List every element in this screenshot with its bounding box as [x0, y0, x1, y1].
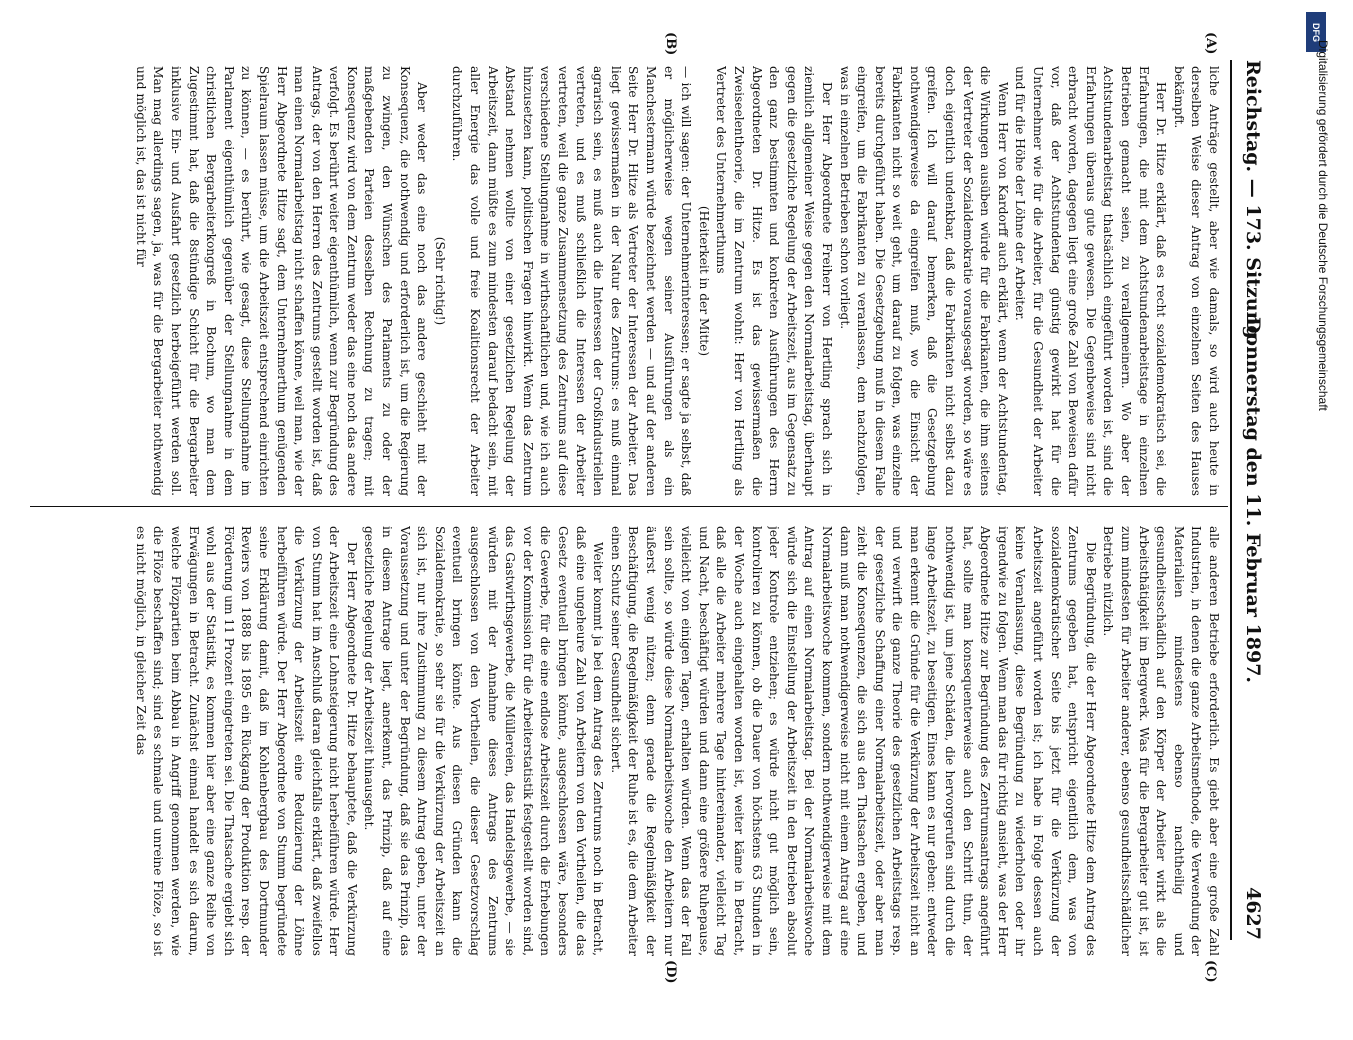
margin-marker-a: (A): [1203, 32, 1218, 55]
paragraph: Weiter kommt ja bei dem Antrag des Zentrums noch in Betracht, daß eine ungeheure Zahl von Arbeitern von den Vortheilen, die das Gesetz eventuell bringen könnte, ausgeschlossen wäre, besonders die Gewerbe, für die eine endlose Arbeitszeit durch die Erhebungen vor der Kommission für die Arbeiterstatistik festgestellt worden sind, das Gastwirthsgewerbe, die Müllereien, das Handelsgewerbe, — sie würden mit der Annahme dieses Antrags des Zentrums ausgeschlossen von den Vortheilen, die dieser Gesetzvorschlag eventuell bringen könnte. Aus diesen Gründen kann die Sozialdemokratie, so sehr sie für die Verkürzung der Arbeitszeit an sich ist, nur ihre Zustimmung zu diesem Antrag geben, unter der Voraussetzung und unter der Begründung, daß sie das Prinzip, das in diesem Antrage liegt, anerkennt, das Prinzip, daß auf eine gesetzliche Regelung der Arbeitszeit hinausgeht.: [362, 526, 606, 956]
paragraph: Die Begründung, die der Herr Abgeordnete Hitze dem Antrag des Zentrums gegeben hat, entspricht eigentlich dem, was von sozialdemokratischer Seite bis jetzt für die Verkürzung der Arbeitszeit angeführt worden ist; ich habe in Folge dessen auch keine Veranlassung, diese Begründung zu wiederholen oder ihr irgendwie zu folgen. Wenn man das für richtig ansieht, was der Herr Abgeordnete Hitze zur Begründung des Zentrumsantrags angeführt hat, sollte man konsequenterweise auch den Schritt thun, der nothwendig ist, um jene Schäden, die hervorgerufen sind durch die lange Arbeitszeit, zu beseitigen. Eines kann es nur geben: entweder man erkennt die Gründe für die Verkürzung der Arbeitszeit nicht an und verwirft die ganze Theorie des gesetzlichen Arbeitstags resp. der gesetzliche Schaffung einer Normalarbeitszeit, oder aber man zieht die Konsequenzen, die sich aus den Thatsachen ergeben, und dann muß man nothwendigerweise nicht mit einem Antrag auf eine Normalarbeitswoche kommen, sondern nothwendigerweise mit dem Antrag auf einen Normalarbeitstag. Bei der Normalarbeitswoche würde sich die Einstellung der Arbeitszeit in den Betrieben absolut jeder Kontrole entziehen; es würde nicht gut möglich sein, kontroliren zu können, ob die Dauer von höchstens 63 Stunden in der Woche auch eingehalten worden ist, weiter käme in Betracht, daß alle die Arbeiter mehrere Tage hintereinander, vielleicht Tag und Nacht, beschäftigt würden und dann eine größere Ruhepause, vielleicht von einigen Tagen, erhalten würden. Wenn das der Fall sein sollte, so würde diese Normalarbeitswoche den Arbeitern nur äußerst wenig nützen; denn gerade die Regelmäßigkeit der Beschäftigung, die Regelmäßigkeit der Ruhe ist es, die dem Arbeiter einen Schutz seiner Gesundheit sichert.: [608, 526, 1098, 956]
left-column: [30, 66, 1222, 496]
right-column: [30, 526, 1222, 956]
dfg-logo: DFG: [1306, 12, 1326, 52]
paragraph: Der Herr Abgeordnete Dr. Hitze behauptete, daß die Verkürzung der Arbeitszeit eine Lohnsteigerung nicht herbeiführen würde. Herr von Stumm hat im Anschluß daran gleichfalls erklärt, daß zweifellos die Verkürzung der Arbeitszeit eine Reduzierung der Löhne herbeiführen würde. Der Herr Abgeordnete von Stumm begründete seine Erklärung damit, daß im Kohlenbergbau des Dortmunder Reviers von 1888 bis 1895 ein Rückgang der Produktion resp. der Förderung um 11 Prozent eingetreten sei. Die Thatsache ergiebt sich wohl aus der Statistik, es kommen hier aber eine ganze Reihe von Erwägungen in Betracht. Zunächst einmal handelt es sich darum, welche Flözpartien beim Abbau in Angriff genommen werden, wie die Flöze beschaffen sind; sind es schmale und unreine Flöze, so ist es nicht möglich, in gleicher Zeit das: [133, 526, 359, 956]
interjection: (Sehr richtig!): [432, 236, 447, 326]
margin-marker-d: (D): [663, 960, 678, 984]
header-session: Reichstag. — 173. Sitzung.: [1242, 60, 1264, 346]
credit-text: Digitalisierung gefördert durch die Deutsche Forschungsgemeinschaft: [1316, 40, 1330, 411]
paragraph: — ich will sagen: der Unternehmerinteressen; er sagte ja selbst, daß er möglicherweise wegen seiner Ausführungen als ein Manchestermann würde bezeichnet werden — und auf der anderen Seite Herr Dr. Hitze als Vertreter der Interessen der Arbeiter. Das liegt gewissermaßen in der Natur des Zentrums: es muß einmal agrarisch sein, es muß auch die Interessen der Großindustriellen vertreten, und es muß schließlich die Interessen der Arbeiter vertreten, weil die ganze Zusammensetzung des Zentrums auf diese verschiedene Stellungnahme in wirthschaftlichen und, wie ich auch hinzusetzen kann, politischen Fragen hinwirkt. Wenn das Zentrum Abstand nehmen wollte von einer gesetzlichen Regelung der Arbeitszeit, dann müßte es zum mindesten darauf bedacht sein, mit aller Energie das volle und freie Koalitionsrecht der Arbeiter durchzuführen.: [450, 66, 694, 496]
header-rule: [1230, 60, 1232, 940]
paragraph: Herr Dr. Hitze erklärt, daß es recht sozialdemokratisch sei, die Erfahrungen, die mit dem Achtstundenarbeitstage in einzelnen Betrieben gemacht seien, zu verallgemeinern. Wo aber der Achtstundenarbeitstag thatsächlich eingeführt worden ist, sind die Erfahrungen überaus gute gewesen. Die Gegenbeweise sind nicht erbracht worden, dagegen liegt eine große Zahl von Beweisen dafür vor, daß der Achtstundentag günstig gewirkt hat für die Unternehmer wie für die Arbeiter, für die Gesundheit der Arbeiter und für die Höhe der Löhne der Arbeiter.: [1013, 66, 1169, 496]
header-date: Donnerstag den 11. Februar 1897.: [1242, 316, 1264, 684]
margin-marker-c: (C): [1203, 960, 1218, 983]
paragraph: Aber weder das eine noch das andere geschieht mit der Konsequenz, die nothwendig und erforderlich ist, um die Regierung zu zwingen, den Wünschen des Parlaments zu oder der maßgebenden Parteien desselben Rechnung zu tragen; mit Konsequenz wird von dem Zentrum weder das eine noch das andere verfolgt. Es berührt weiter eigenthümlich, wenn zur Begründung des Antrags, der von den Herren des Zentrums gestellt worden ist, daß man einen Normalarbeitstag nicht schaffen könne, weil man, wie der Herr Abgeordnete Hitze sagt, dem Unternehmerthum genügenden Spielraum lassen müsse, um die Arbeitszeit entsprechend einrichten zu können, — es berührt, wie gesagt, diese Stellungnahme im Parlament eigenthümlich gegenüber der Stellungnahme in dem christlichen Bergarbeiterkongreß in Bochum, wo man dem Zugestimmt hat, daß die 8stündige Schicht für die Bergarbeiter inklusive Ein- und Ausfahrt gesetzlich herbeigeführt werden soll. Man mag allerdings sagen, ja, was für die Bergarbeiter nothwendig und möglich ist, das ist nicht für: [133, 66, 430, 496]
page-number: 4627: [1242, 887, 1264, 940]
column-divider: [30, 506, 1228, 507]
page-header: [1232, 60, 1272, 940]
paragraph: Wenn Herr von Kardorff auch erklärt, wenn der Achtstundentag, die Wirkungen ausüben würde für die Fabrikanten, die ihm seitens der Vertreter der Sozialdemokratie vorausgesagt worden, so wäre es doch eigentlich undenkbar, daß die Fabrikanten nicht selbst dazu greifen. Ich will darauf bemerken, daß die Gesetzgebung nothwendigerweise da eingreifen muß, wo die Einsicht der Fabrikanten nicht so weit geht, um darauf zu folgen, was einzelne bereits durchgeführt haben. Die Gesetzgebung muß in diesem Falle eingreifen, um die Fabrikanten zu veranlassen, dem nachzufolgen, was in einzelnen Betrieben schon vorliegt.: [837, 66, 1010, 496]
margin-marker-b: (B): [663, 32, 678, 56]
paragraph: alle anderen Betriebe erforderlich. Es giebt aber eine große Zahl Industrien, in denen die ganze Arbeitsmethode, die Verwendung der Materialien mindestens ebenso nachtheilig und gesundheitsschädlich auf den Körper der Arbeiter wirkt als die Arbeitsthätigkeit im Bergwerk. Was für die Bergarbeiter gut ist, ist zum mindesten für Arbeiter anderer, ebenso gesundheitsschädlicher Betriebe nützlich.: [1101, 526, 1221, 956]
digitization-credit: [1300, 0, 1353, 1000]
interjection: (Heiterkeit in der Mitte): [696, 205, 711, 357]
paragraph: Der Herr Abgeordnete Freiherr von Hertling sprach sich in ziemlich allgemeiner Weise gegen den Normalarbeitstag, überhaupt gegen die gesetzliche Regelung der Arbeitszeit, aus im Gegensatz zu den ganz bestimmten und konkreten Ausführungen des Herrn Abgeordneten Dr. Hitze. Es ist das gewissermaßen die Zweiseelentheorie, die im Zentrum wohnt: Herr von Hertling als Vertreter des Unternehmerthums: [714, 66, 834, 496]
paragraph: liche Anträge gestellt, aber wie damals, so wird auch heute in derselben Weise dieser Antrag von einzelnen Seiten des Hauses bekämpft.: [1171, 66, 1221, 496]
